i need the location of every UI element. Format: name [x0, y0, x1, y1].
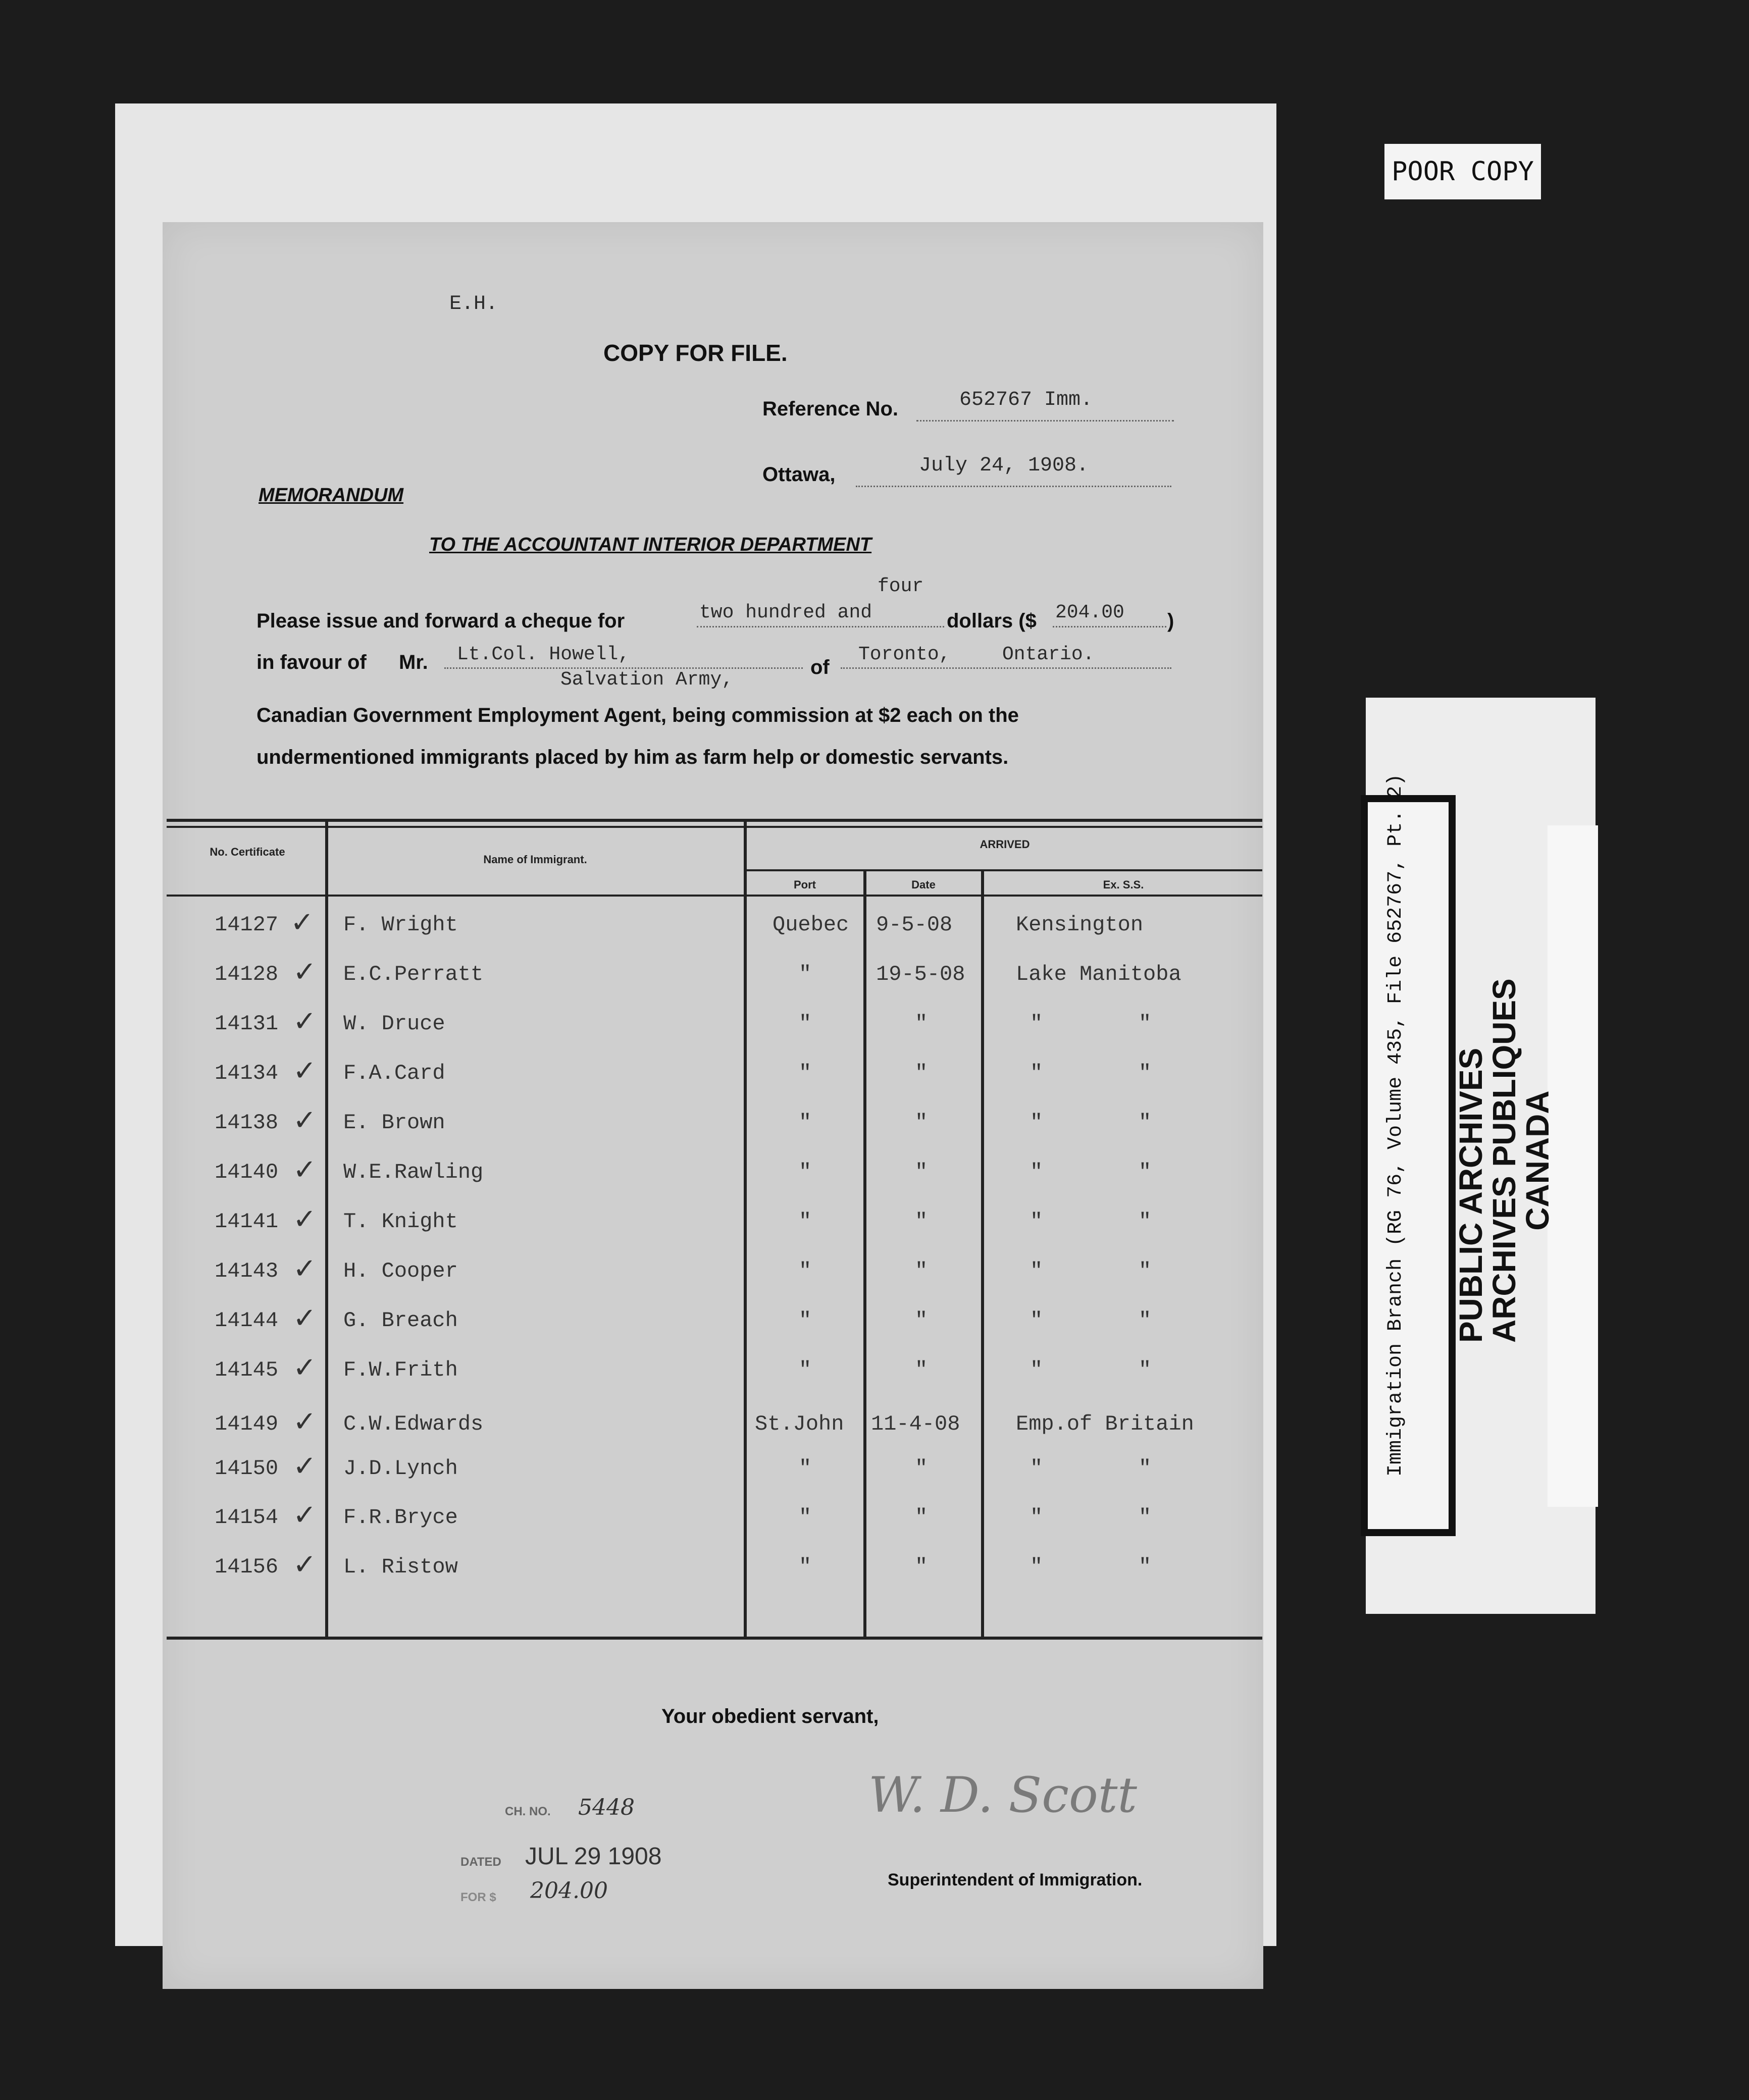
- header-arrived: ARRIVED: [980, 838, 1030, 851]
- date-cell: ": [915, 1111, 928, 1135]
- cert-cell: 14138: [215, 1111, 279, 1135]
- ship-cell: ": [1030, 1259, 1043, 1283]
- check-mark: ✓: [293, 956, 317, 988]
- date-cell: ": [915, 1555, 928, 1579]
- check-mark: ✓: [293, 1351, 317, 1384]
- date-cell: 9-5-08: [876, 913, 953, 937]
- place-label: Ottawa,: [762, 463, 836, 486]
- ship-cell-2: ": [1139, 1111, 1152, 1135]
- dollars-label: dollars ($: [947, 610, 1037, 632]
- closing-salutation: Your obedient servant,: [661, 1705, 879, 1727]
- payee-place-dotline: [841, 667, 1171, 669]
- col-rule-4: [981, 870, 984, 1639]
- name-cell: F.R.Bryce: [343, 1505, 458, 1530]
- header-date: Date: [911, 878, 936, 891]
- ship-cell-2: ": [1139, 1012, 1152, 1036]
- cert-cell: 14128: [215, 962, 279, 986]
- header-certificate: No. Certificate: [210, 846, 285, 858]
- amount-figures: 204.00: [1055, 602, 1124, 623]
- payee-province: Ontario.: [1002, 644, 1095, 665]
- port-cell: ": [799, 962, 812, 986]
- table-top-rule-2: [167, 826, 1262, 828]
- signatory-title: Superintendent of Immigration.: [888, 1870, 1143, 1889]
- port-cell: ": [799, 1012, 812, 1036]
- cert-cell: 14156: [215, 1555, 279, 1579]
- amount-words-dotline: [697, 626, 944, 627]
- ship-cell-2: ": [1139, 1456, 1152, 1481]
- amount-words-above: four: [878, 575, 924, 597]
- check-mark: ✓: [293, 1548, 317, 1581]
- archive-name: [1454, 978, 1554, 1343]
- check-mark: ✓: [293, 1252, 317, 1285]
- payee-organization: Salvation Army,: [560, 669, 734, 691]
- port-cell: ": [799, 1259, 812, 1283]
- ship-cell-2: ": [1139, 1061, 1152, 1085]
- cert-cell: 14127: [215, 913, 279, 937]
- favour-label: in favour of: [256, 651, 367, 673]
- stamp-dated-value: JUL 29 1908: [525, 1843, 662, 1870]
- date-cell: ": [915, 1160, 928, 1184]
- check-mark: ✓: [293, 1005, 317, 1038]
- table-top-rule: [167, 819, 1262, 822]
- archive-name-line1: PUBLIC ARCHIVES: [1453, 1047, 1489, 1343]
- col-rule-2: [744, 821, 747, 1639]
- cert-cell: 14134: [215, 1061, 279, 1085]
- date-cell: ": [915, 1358, 928, 1382]
- port-cell: ": [799, 1160, 812, 1184]
- stamp-ch-label: CH. NO.: [505, 1805, 551, 1818]
- name-cell: T. Knight: [343, 1210, 458, 1234]
- archive-name-line3: CANADA: [1519, 1090, 1556, 1231]
- ship-cell: ": [1030, 1555, 1043, 1579]
- cheque-label: Please issue and forward a cheque for: [256, 610, 625, 632]
- arrived-sub-rule: [745, 869, 1262, 871]
- col-rule-3: [863, 870, 866, 1639]
- reference-dotline: [916, 420, 1174, 422]
- check-mark: ✓: [293, 1104, 317, 1137]
- ship-cell: ": [1030, 1160, 1043, 1184]
- dollars-close: ): [1167, 610, 1174, 632]
- port-cell: ": [799, 1061, 812, 1085]
- check-mark: ✓: [293, 1153, 317, 1186]
- check-mark: ✓: [293, 1203, 317, 1236]
- cert-cell: 14149: [215, 1412, 279, 1436]
- ship-cell: ": [1030, 1358, 1043, 1382]
- check-mark: ✓: [290, 906, 314, 939]
- ship-cell-2: ": [1139, 1555, 1152, 1579]
- name-cell: F.W.Frith: [343, 1358, 458, 1382]
- name-cell: L. Ristow: [343, 1555, 458, 1579]
- ship-cell: ": [1030, 1061, 1043, 1085]
- ship-cell-2: ": [1139, 1259, 1152, 1283]
- reference-value: 652767 Imm.: [959, 389, 1093, 411]
- name-cell: E.C.Perratt: [343, 962, 484, 986]
- cert-cell: 14131: [215, 1012, 279, 1036]
- name-cell: G. Breach: [343, 1308, 458, 1333]
- check-mark: ✓: [293, 1055, 317, 1087]
- header-port: Port: [794, 878, 816, 891]
- stamp-for-value: 204.00: [530, 1878, 608, 1904]
- reference-label: Reference No.: [762, 398, 898, 420]
- date-cell: ": [915, 1210, 928, 1234]
- date-value: July 24, 1908.: [919, 454, 1089, 477]
- ship-cell-2: ": [1139, 1505, 1152, 1530]
- amount-words: two hundred and: [699, 602, 872, 623]
- header-name: Name of Immigrant.: [483, 853, 587, 866]
- payee-city: Toronto,: [858, 644, 951, 665]
- check-mark: ✓: [293, 1405, 317, 1438]
- date-cell: ": [915, 1061, 928, 1085]
- ship-cell: ": [1030, 1111, 1043, 1135]
- header-ship: Ex. S.S.: [1103, 878, 1144, 891]
- date-cell: 11-4-08: [871, 1412, 960, 1436]
- amount-figures-dotline: [1053, 626, 1166, 627]
- port-cell: ": [799, 1505, 812, 1530]
- archive-name-line2: ARCHIVES PUBLIQUES: [1486, 978, 1522, 1343]
- ship-cell: ": [1030, 1210, 1043, 1234]
- of-label: of: [810, 656, 830, 678]
- stamp-for-label: FOR $: [460, 1891, 496, 1904]
- signature: W. D. Scott: [868, 1767, 1137, 1823]
- payee-name: Lt.Col. Howell,: [457, 644, 630, 665]
- cert-cell: 14140: [215, 1160, 279, 1184]
- date-cell: ": [915, 1259, 928, 1283]
- name-cell: E. Brown: [343, 1111, 445, 1135]
- name-cell: W.E.Rawling: [343, 1160, 484, 1184]
- poor-copy-label: POOR COPY: [1384, 144, 1541, 199]
- port-cell: ": [799, 1111, 812, 1135]
- date-cell: ": [915, 1012, 928, 1036]
- col-rule-1: [325, 821, 328, 1639]
- date-cell: ": [915, 1505, 928, 1530]
- payee-dotline: [444, 667, 803, 669]
- initials: E.H.: [449, 293, 498, 316]
- ship-cell-2: ": [1139, 1358, 1152, 1382]
- table-bottom-rule: [167, 1637, 1262, 1640]
- body-line-1: Canadian Government Employment Agent, being commission at $2 each on the: [256, 704, 1019, 726]
- ship-cell: Emp.of Britain: [1016, 1412, 1194, 1436]
- port-cell: ": [799, 1210, 812, 1234]
- cert-cell: 14141: [215, 1210, 279, 1234]
- ship-cell: ": [1030, 1308, 1043, 1333]
- table-header-rule: [167, 895, 1262, 897]
- name-cell: H. Cooper: [343, 1259, 458, 1283]
- cert-cell: 14150: [215, 1456, 279, 1481]
- port-cell: St.John: [755, 1412, 844, 1436]
- ship-cell: ": [1030, 1456, 1043, 1481]
- port-cell: ": [799, 1308, 812, 1333]
- port-cell: ": [799, 1456, 812, 1481]
- stamp-ch-value: 5448: [578, 1795, 635, 1820]
- ship-cell: Kensington: [1016, 913, 1144, 937]
- date-cell: ": [915, 1308, 928, 1333]
- memorandum-heading: MEMORANDUM: [259, 485, 404, 506]
- name-cell: J.D.Lynch: [343, 1456, 458, 1481]
- check-mark: ✓: [293, 1302, 317, 1335]
- name-cell: W. Druce: [343, 1012, 445, 1036]
- archive-reference-strip: [1361, 795, 1456, 1536]
- name-cell: F.A.Card: [343, 1061, 445, 1085]
- date-cell: ": [915, 1456, 928, 1481]
- name-cell: F. Wright: [343, 913, 458, 937]
- favour-prefix: Mr.: [399, 651, 428, 673]
- check-mark: ✓: [293, 1499, 317, 1532]
- cert-cell: 14145: [215, 1358, 279, 1382]
- body-line-2: undermentioned immigrants placed by him as farm help or domestic servants.: [256, 746, 1009, 768]
- to-accountant-heading: TO THE ACCOUNTANT INTERIOR DEPARTMENT: [429, 534, 872, 555]
- cert-cell: 14154: [215, 1505, 279, 1530]
- ship-cell-2: ": [1139, 1308, 1152, 1333]
- copy-for-file-title: COPY FOR FILE.: [603, 340, 788, 366]
- cert-cell: 14143: [215, 1259, 279, 1283]
- date-dotline: [856, 486, 1171, 487]
- ship-cell-2: ": [1139, 1160, 1152, 1184]
- port-cell: ": [799, 1358, 812, 1382]
- stamp-dated-label: DATED: [460, 1855, 501, 1869]
- ship-cell: ": [1030, 1505, 1043, 1530]
- cert-cell: 14144: [215, 1308, 279, 1333]
- date-cell: 19-5-08: [876, 962, 965, 986]
- archive-reference-text: Immigration Branch (RG 76, Volume 435, File 652767, Pt. 2): [1384, 773, 1407, 1477]
- ship-cell: ": [1030, 1012, 1043, 1036]
- port-cell: ": [799, 1555, 812, 1579]
- name-cell: C.W.Edwards: [343, 1412, 484, 1436]
- ship-cell-2: ": [1139, 1210, 1152, 1234]
- ship-cell: Lake Manitoba: [1016, 962, 1181, 986]
- port-cell: Quebec: [773, 913, 849, 937]
- check-mark: ✓: [293, 1450, 317, 1483]
